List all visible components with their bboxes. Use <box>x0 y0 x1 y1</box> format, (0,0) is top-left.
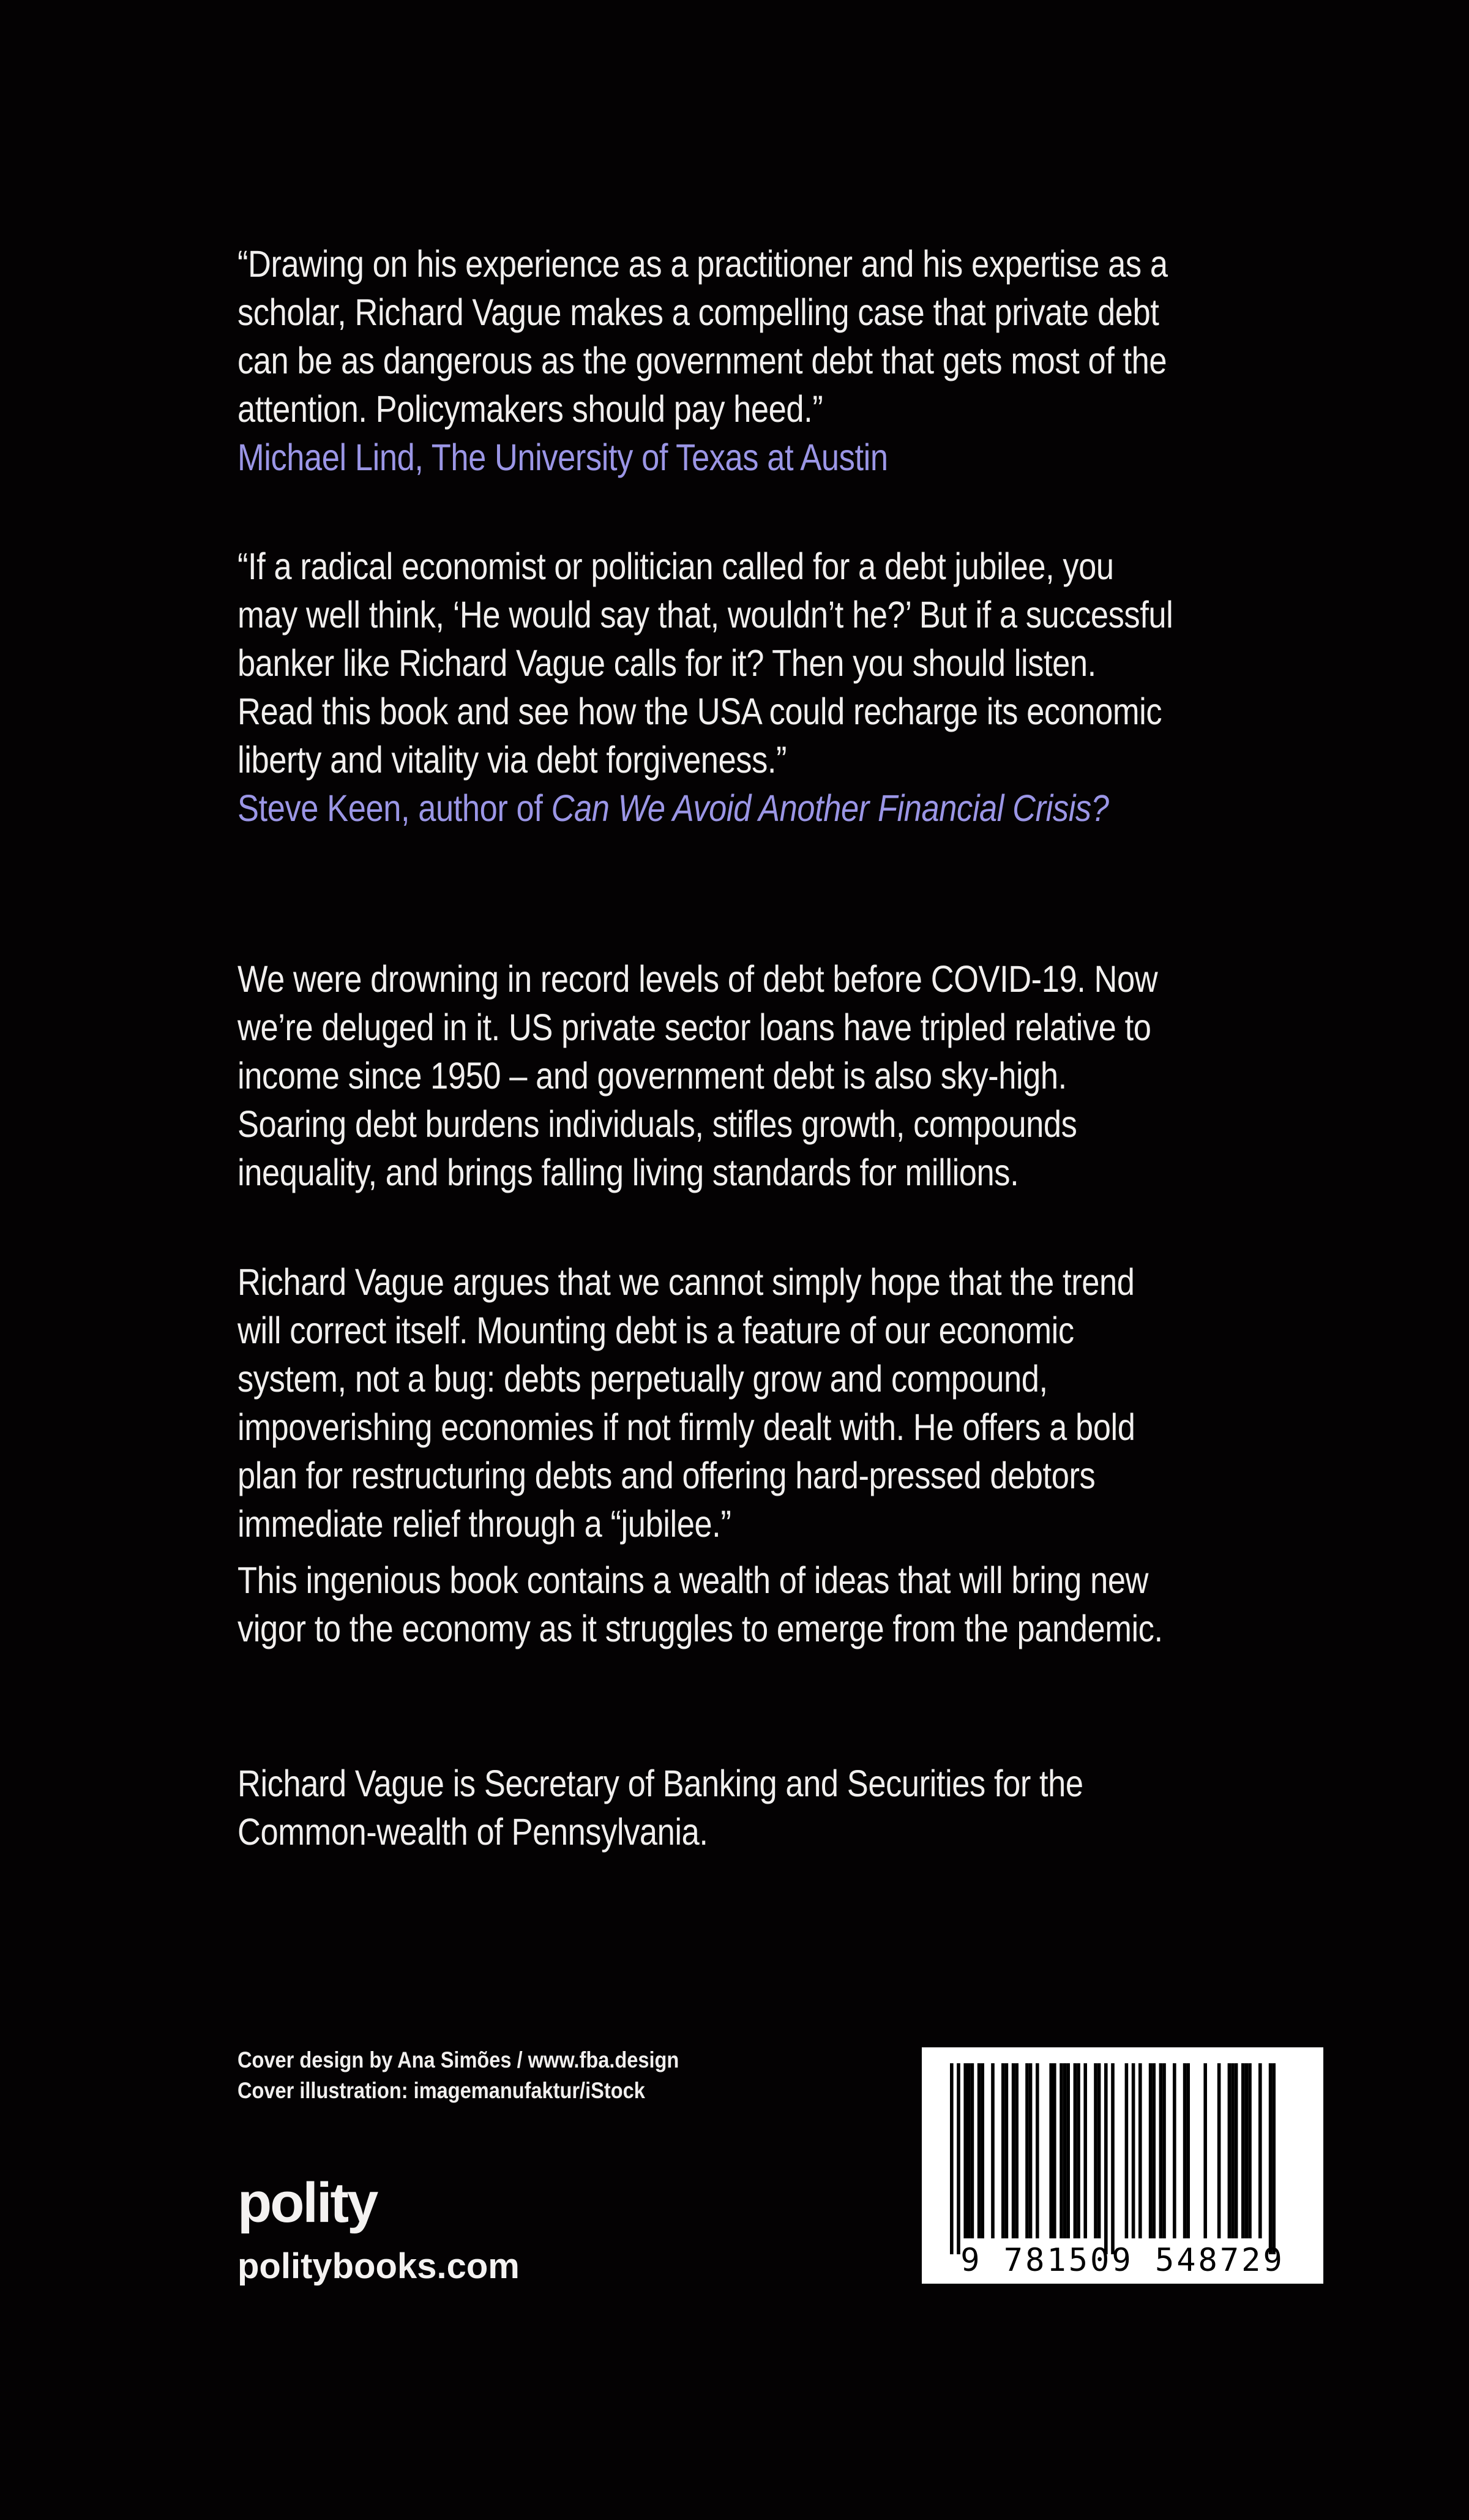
barcode-bar <box>1063 2063 1067 2238</box>
barcode-bar <box>1074 2063 1077 2238</box>
barcode-bar <box>1029 2063 1033 2238</box>
barcode-bar <box>1159 2063 1163 2238</box>
barcode-bar <box>1272 2063 1276 2254</box>
barcode-bar <box>1203 2063 1207 2238</box>
quote-text: “If a radical economist or politician called for a debt jubilee, you may well think, ‘He would say that, wouldn’t he?’ But if a successful banker like Richard Vague calls for it? Then you should listen. Read this book and see how the USA could recharge its economic liberty and vitality via debt forgiveness.” <box>237 546 1173 781</box>
barcode-bar <box>1235 2063 1238 2238</box>
barcode-bar <box>1053 2063 1056 2238</box>
barcode-bar <box>1228 2063 1232 2238</box>
publisher-logo: polity <box>237 2172 377 2234</box>
isbn-barcode <box>922 2047 1323 2284</box>
barcode-bar <box>991 2063 995 2238</box>
description-paragraph-2 <box>237 1258 1175 1548</box>
barcode-bar <box>1097 2063 1101 2238</box>
description-paragraph-1 <box>237 955 1175 1197</box>
barcode-bar <box>1094 2063 1097 2238</box>
barcode-bar <box>967 2063 971 2238</box>
barcode-bar <box>1173 2063 1176 2238</box>
barcode-bar <box>1258 2063 1262 2238</box>
barcode-bar <box>1162 2063 1166 2238</box>
barcode-bar <box>1183 2063 1187 2238</box>
barcode-bar <box>1138 2063 1142 2238</box>
barcode-bar <box>1077 2063 1080 2238</box>
barcode-bar <box>1149 2063 1153 2238</box>
barcode-bar <box>1012 2063 1015 2238</box>
barcode-bar <box>1231 2063 1235 2238</box>
barcode-bar <box>1132 2063 1135 2238</box>
barcode-bar <box>971 2063 974 2238</box>
barcode-bar <box>1186 2063 1190 2238</box>
cover-credits <box>237 2045 679 2106</box>
barcode-bar <box>1104 2063 1108 2254</box>
barcode-bar <box>1025 2063 1029 2238</box>
barcode-bar <box>1241 2063 1245 2238</box>
description-text: This ingenious book contains a wealth of ideas that will bring new vigor to the economy as it struggles to emerge from the pandemic. <box>237 1559 1163 1649</box>
description-text: Richard Vague argues that we cannot simply hope that the trend will correct itself. Mounting debt is a feature of our economic system, not a bug: debts perpetually grow and compound, impoverishing economies if not firmly dealt with. He offers a bold plan for restructuring debts and offering hard-pressed debtors immediate relief through a “jubilee.” <box>237 1261 1135 1545</box>
barcode-bar <box>1217 2063 1221 2238</box>
barcode-bar <box>1001 2063 1005 2238</box>
endorsement-quote-1 <box>237 240 1175 482</box>
cover-illustration-credit: Cover illustration: imagemanufaktur/iStock <box>237 2078 645 2103</box>
quote-attribution <box>237 784 1175 833</box>
barcode-bar <box>1015 2063 1019 2238</box>
barcode-bar <box>1083 2063 1087 2238</box>
barcode-bar <box>1152 2063 1156 2238</box>
barcode-bar <box>1125 2063 1129 2238</box>
attribution-author: Steve Keen, author of <box>237 787 551 829</box>
barcode-bar <box>963 2063 967 2238</box>
endorsement-quote-2 <box>237 542 1175 833</box>
barcode-bar <box>1248 2063 1252 2238</box>
barcode-bar <box>1060 2063 1063 2238</box>
publisher-website[interactable]: politybooks.com <box>237 2246 520 2286</box>
cover-design-credit: Cover design by Ana Simões / www.fba.design <box>237 2047 679 2072</box>
author-bio <box>237 1760 1175 1856</box>
barcode-bar <box>981 2063 984 2238</box>
barcode-bar <box>950 2063 954 2254</box>
quote-attribution: Michael Lind, The University of Texas at Austin <box>237 437 888 478</box>
isbn-number: 9 781509 548729 <box>960 2242 1285 2279</box>
quote-text: “Drawing on his experience as a practitioner and his expertise as a scholar, Richard Vague makes a compelling case that private debt can be as dangerous as the government debt that gets most of the attention. Policymakers should pay heed.” <box>237 243 1168 430</box>
barcode-bar <box>977 2063 981 2238</box>
barcode-bar <box>1245 2063 1249 2238</box>
author-bio-text: Richard Vague is Secretary of Banking and Securities for the Common-wealth of Pennsylvania. <box>237 1763 1083 1853</box>
description-paragraph-3 <box>237 1556 1175 1653</box>
barcode-bar <box>1036 2063 1039 2238</box>
description-text: We were drowning in record levels of debt before COVID-19. Now we’re deluged in it. US private sector loans have tripled relative to income since 1950 – and government debt is also sky-high. Soaring debt burdens individuals, stifles growth, compounds inequality, and brings falling living standards for millions. <box>237 958 1158 1193</box>
barcode-bar <box>1269 2063 1273 2254</box>
barcode-bar <box>1005 2063 1009 2238</box>
barcode-bar <box>957 2063 960 2254</box>
barcode-bar <box>1066 2063 1070 2238</box>
barcode-bar <box>1111 2063 1115 2254</box>
attribution-book-title: Can We Avoid Another Financial Crisis? <box>551 787 1109 829</box>
barcode-bar <box>1049 2063 1053 2238</box>
